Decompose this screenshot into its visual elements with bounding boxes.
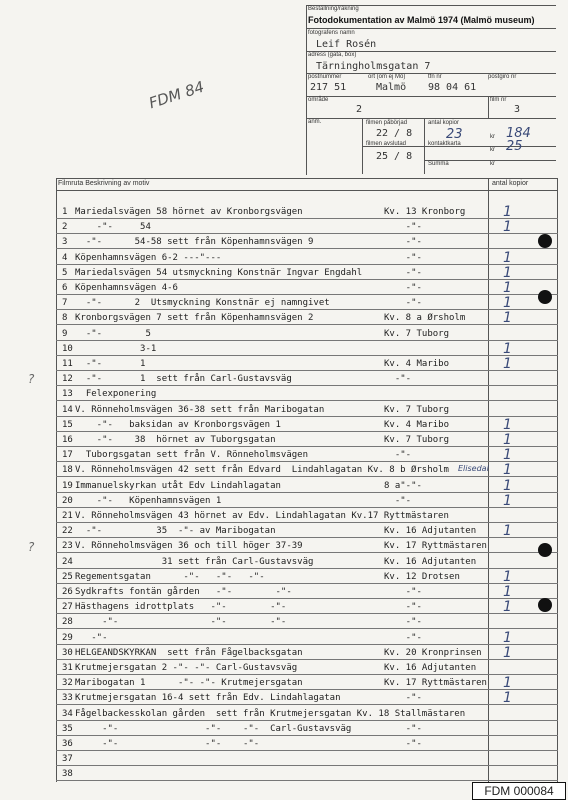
- row-rule: [56, 689, 558, 690]
- row-rule: [56, 644, 558, 645]
- row-rule: [56, 385, 558, 386]
- row-number: 30: [62, 647, 73, 658]
- row-rule: [56, 461, 558, 462]
- row-number: 33: [62, 693, 73, 704]
- table-left-border: [56, 178, 57, 782]
- row-copy-count: 1: [503, 416, 512, 433]
- row-number: 17: [62, 450, 73, 461]
- row-description: 3-1: [75, 343, 157, 354]
- row-kvarter: 8 a"-"-: [384, 480, 422, 491]
- row-copy-count: 1: [503, 204, 512, 220]
- row-copy-count: 1: [503, 264, 512, 281]
- filmen-avslutad-value: 25 / 8: [376, 151, 413, 162]
- row-rule: [56, 583, 558, 584]
- row-description: Krutmejersgatan 2 -"- -"- Carl-Gustavsväg: [75, 663, 298, 673]
- photographer-label: fotografens namn: [308, 30, 355, 36]
- row-number: 28: [62, 617, 73, 628]
- row-kvarter: -"-: [384, 252, 422, 263]
- row-copy-count: 1: [503, 644, 512, 661]
- row-kvarter: -"-: [384, 693, 422, 704]
- row-copy-count: 1: [503, 432, 512, 448]
- row-rule: [56, 370, 558, 371]
- row-number: 3: [62, 237, 68, 248]
- row-description: -"- 35 -"- av Maribogatan: [75, 526, 276, 537]
- row-number: 11: [62, 359, 73, 369]
- row-copy-count: 1: [503, 280, 512, 296]
- row-number: 31: [62, 663, 73, 673]
- col-header-left: Filmruta Beskrivning av motiv: [58, 180, 150, 187]
- row-rule: [56, 324, 558, 325]
- kr-label-3: kr: [490, 161, 495, 167]
- row-kvarter: -"-: [384, 739, 422, 749]
- row-copy-count: 1: [503, 462, 512, 479]
- table-count-divider: [488, 178, 489, 782]
- row-number: 1: [62, 207, 68, 217]
- row-rule: [56, 294, 558, 295]
- row-rule: [56, 659, 558, 660]
- row-kvarter: Kv. 17 Ryttmästaren: [384, 541, 487, 552]
- postnummer-label: postnummer: [308, 74, 342, 80]
- kr-label: kr: [490, 134, 495, 140]
- row-rule: [56, 218, 558, 219]
- row-number: 5: [62, 267, 68, 278]
- left-mark-2: ?: [28, 540, 35, 554]
- row-number: 32: [62, 678, 73, 689]
- punch-hole: [538, 290, 552, 304]
- filmen-avslutad-label: filmen avslutad: [366, 141, 407, 147]
- anm-label: anm.: [308, 119, 322, 125]
- row-number: 15: [62, 419, 73, 430]
- row-number: 24: [62, 556, 73, 567]
- table-top-border: [56, 178, 558, 179]
- row-description: -"- 2 Utsmyckning Konstnär ej namngivet: [75, 298, 330, 309]
- ort-label: ort (om ej Mö): [368, 74, 406, 80]
- rule: [306, 96, 556, 97]
- row-kvarter: -"-: [384, 374, 412, 385]
- row-rule: [56, 264, 558, 265]
- film-label: film nr: [490, 97, 507, 103]
- row-rule: [56, 340, 558, 341]
- row-description: -"- -"- -"-: [75, 739, 260, 749]
- row-rule: [56, 720, 558, 721]
- table-right-border: [557, 178, 558, 782]
- row-number: 36: [62, 739, 73, 749]
- row-kvarter: -"-: [384, 298, 422, 309]
- row-number: 38: [62, 769, 73, 780]
- row-rule: [56, 355, 558, 356]
- postgiro-label: postgiro nr: [488, 74, 517, 80]
- row-kvarter: Kv. 7 Tuborg: [384, 435, 450, 445]
- row-number: 20: [62, 495, 73, 506]
- row-description: Mariedalsvägen 54 utsmyckning Konstnär Ingvar Engdahl: [75, 267, 363, 278]
- row-kvarter: Kv. 20 Kronprinsen: [384, 647, 482, 658]
- row-copy-count: 1: [503, 629, 512, 646]
- row-number: 7: [62, 298, 68, 309]
- omrade-value: 2: [356, 104, 363, 115]
- film-value: 3: [514, 104, 521, 115]
- row-description: 31 sett från Carl-Gustavsväg: [75, 556, 314, 567]
- row-kvarter: -"-: [384, 617, 422, 628]
- row-number: 23: [62, 541, 73, 552]
- row-description: -"- -"- -"- Carl-Gustavsväg: [75, 723, 352, 734]
- row-number: 8: [62, 313, 68, 324]
- row-rule: [56, 765, 558, 766]
- tfn-value: 98 04 61: [428, 82, 477, 93]
- omrade-label: område: [308, 97, 329, 103]
- kontaktkarta-label: kontaktkarta: [428, 141, 461, 147]
- rule: [306, 28, 556, 29]
- row-kvarter: -"-: [384, 237, 422, 248]
- rule: [56, 190, 558, 191]
- row-kvarter: -"-: [384, 495, 412, 506]
- row-number: 16: [62, 435, 73, 445]
- row-description: Hästhagens idrottplats -"- -"-: [75, 602, 287, 613]
- row-copy-count: 1: [503, 447, 512, 464]
- row-rule: [56, 674, 558, 675]
- row-kvarter: Kv. 4 Maribo: [384, 419, 450, 430]
- row-kvarter: Kv. 13 Kronborg: [384, 207, 466, 217]
- tfn-label: tfn nr: [428, 74, 442, 80]
- filmen-paborjad-label: filmen påbörjad: [366, 120, 408, 126]
- row-rule: [56, 522, 558, 523]
- row-copy-count: 1: [503, 249, 512, 266]
- row-kvarter: Kv. 16 Adjutanten: [384, 556, 477, 567]
- row-copy-count: 1: [503, 690, 512, 707]
- row-description: Fågelbackesskolan gården sett från Krutmejersgatan Kv. 18 Stallmästaren: [75, 708, 466, 719]
- row-kvarter: -"-: [384, 723, 422, 734]
- row-rule: [56, 248, 558, 249]
- row-number: 19: [62, 480, 73, 491]
- row-rule: [56, 446, 558, 447]
- row-description: -"- 54: [75, 222, 151, 233]
- punch-hole: [538, 543, 552, 557]
- row-kvarter: Kv. 7 Tuborg: [384, 404, 450, 415]
- row-description: Regementsgatan -"- -"- -"-: [75, 571, 265, 582]
- row-copy-count: 1: [503, 568, 512, 585]
- row-number: 25: [62, 571, 73, 582]
- row-number: 29: [62, 632, 73, 643]
- row-rule: [56, 613, 558, 614]
- row-copy-count: 1: [503, 310, 512, 327]
- row18-hand-overwrite: Elisedal: [458, 464, 489, 473]
- row-copy-count: 1: [503, 340, 512, 357]
- row-rule: [56, 400, 558, 401]
- row-description: Krutmejersgatan 16-4 sett från Edv. Lindahlagatan: [75, 693, 341, 704]
- rule: [306, 118, 556, 119]
- antal-kopior-hand: 23: [446, 127, 463, 142]
- row-number: 37: [62, 754, 73, 765]
- row-rule: [56, 431, 558, 432]
- row-description: -"- 1: [75, 359, 146, 369]
- row-description: Kronborgsvägen 7 sett från Köpenhamnsvägen 2: [75, 313, 314, 324]
- summa-label: Summa: [428, 161, 449, 167]
- row-kvarter: -"-: [384, 587, 422, 597]
- row-rule: [56, 507, 558, 508]
- row-kvarter: Kv. 7 Tuborg: [384, 328, 450, 339]
- row-description: V. Rönneholmsvägen 42 sett från Edvard Lindahlagatan Kv. 8 b Ørsholm: [75, 465, 449, 476]
- row-kvarter: Kv. 4 Maribo: [384, 359, 450, 369]
- row-number: 6: [62, 283, 68, 293]
- row-copy-count: 1: [503, 675, 512, 692]
- row-kvarter: Kv. 17 Ryttmästaren: [384, 678, 487, 689]
- row-rule: [56, 568, 558, 569]
- row-description: -"- 54-58 sett från Köpenhamnsvägen 9: [75, 237, 314, 248]
- row-copy-count: 1: [503, 523, 512, 540]
- rule: [488, 96, 489, 118]
- row-description: HELGEANDSKYRKAN sett från Fågelbacksgatan: [75, 647, 303, 658]
- row-copy-count: 1: [503, 356, 512, 372]
- row-description: V. Rönneholmsvägen 36-38 sett från Maribogatan: [75, 404, 325, 415]
- row-description: -"- 1 sett från Carl-Gustavsväg: [75, 374, 292, 385]
- row-description: -"- 5: [75, 328, 151, 339]
- row-number: 9: [62, 328, 68, 339]
- row-copy-count: 1: [503, 492, 512, 509]
- row-number: 12: [62, 374, 73, 385]
- form-type-label: Beställning/räkning: [308, 6, 359, 12]
- row-rule: [56, 476, 558, 477]
- kr-1-hand: 184: [506, 126, 531, 141]
- address-label: adress (gata, box): [308, 52, 357, 58]
- row-kvarter: Kv. 12 Drotsen: [384, 571, 460, 582]
- row-rule: [56, 309, 558, 310]
- row-kvarter: -"-: [384, 222, 422, 233]
- left-mark-1: ?: [28, 372, 35, 386]
- row-description: -"- 38 hörnet av Tuborgsgatan: [75, 435, 276, 445]
- row-rule: [56, 628, 558, 629]
- row-rule: [56, 492, 558, 493]
- row-description: Mariedalsvägen 58 hörnet av Kronborgsvägen: [75, 207, 303, 217]
- punch-hole: [538, 598, 552, 612]
- row-rule: [56, 735, 558, 736]
- postnummer-value: 217 51: [310, 82, 347, 93]
- row-copy-count: 1: [503, 219, 512, 236]
- row-number: 22: [62, 526, 73, 537]
- row-number: 18: [62, 465, 73, 476]
- row-description: Köpenhamnsvägen 4-6: [75, 283, 178, 293]
- row-copy-count: 1: [503, 599, 512, 616]
- row-description: -"- baksidan av Kronborgsvägen 1: [75, 419, 281, 430]
- row-description: Maribogatan 1 -"- -"- Krutmejersgatan: [75, 678, 303, 689]
- row-number: 34: [62, 708, 73, 719]
- row-description: -"- Köpenhamnsvägen 1: [75, 495, 222, 506]
- row-number: 21: [62, 511, 73, 521]
- row-rule: [56, 750, 558, 751]
- row-kvarter: -"-: [384, 267, 422, 278]
- row-number: 14: [62, 404, 73, 415]
- row-kvarter: Kv. 16 Adjutanten: [384, 663, 477, 673]
- photographer-name: Leif Rosén: [316, 39, 377, 50]
- row-rule: [56, 279, 558, 280]
- row-description: Sydkrafts fontän gården -"- -"-: [75, 587, 292, 597]
- kr-label-2: kr: [490, 147, 495, 153]
- row-rule: [56, 537, 558, 538]
- antal-kopior-label: antal kopior: [428, 120, 460, 126]
- row-number: 10: [62, 343, 73, 354]
- header-left-border: [306, 5, 307, 175]
- row-description: -"- -"- -"-: [75, 617, 287, 628]
- row-copy-count: 1: [503, 477, 512, 494]
- row-rule: [56, 233, 558, 234]
- row-rule: [56, 552, 558, 553]
- form-title: Fotodokumentation av Malmö 1974 (Malmö museum): [308, 15, 535, 25]
- row-kvarter: -"-: [384, 602, 422, 613]
- row-kvarter: -"-: [384, 283, 422, 293]
- row-number: 27: [62, 602, 73, 613]
- row-number: 2: [62, 222, 68, 233]
- row-number: 4: [62, 252, 68, 263]
- ort-value: Malmö: [376, 82, 407, 93]
- row-rule: [56, 598, 558, 599]
- row-description: Felexponering: [75, 389, 157, 400]
- margin-note: FDM 84: [146, 77, 207, 113]
- punch-hole: [538, 234, 552, 248]
- row-kvarter: Kv. 8 a Ørsholm: [384, 313, 466, 324]
- row-copy-count: 1: [503, 295, 512, 312]
- row-description: Tuborgsgatan sett från V. Rönneholmsvägen: [75, 450, 308, 461]
- row-description: -"-: [75, 632, 108, 643]
- row-description: Köpenhamnsvägen 6-2 ---"---: [75, 252, 222, 263]
- row-kvarter: -"-: [384, 450, 412, 461]
- row-number: 35: [62, 723, 73, 734]
- row-description: V. Rönneholmsvägen 43 hörnet av Edv. Lindahlagatan Kv.17 Ryttmästaren: [75, 511, 449, 521]
- filmen-paborjad-value: 22 / 8: [376, 128, 413, 139]
- col-header-right: antal kopior: [492, 180, 529, 187]
- kr-2-hand: 25: [506, 139, 523, 154]
- row-rule: [56, 704, 558, 705]
- row-number: 13: [62, 389, 73, 400]
- row-number: 26: [62, 587, 73, 597]
- row-kvarter: Kv. 16 Adjutanten: [384, 526, 477, 537]
- row-description: V. Rönneholmsvägen 36 och till höger 37-39: [75, 541, 303, 552]
- row-kvarter: -"-: [384, 632, 422, 643]
- row-copy-count: 1: [503, 584, 512, 600]
- address-value: Tärningholmsgatan 7: [316, 61, 431, 72]
- row-description: Immanuelskyrkan utåt Edv Lindahlagatan: [75, 480, 281, 491]
- archive-stamp: FDM 000084: [472, 782, 566, 800]
- row-rule: [56, 416, 558, 417]
